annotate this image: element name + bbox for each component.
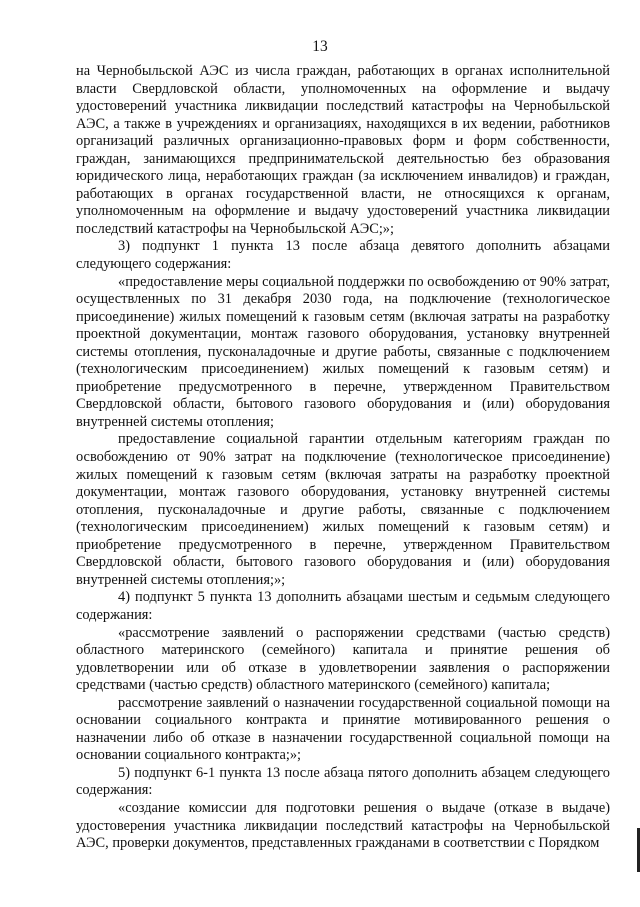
paragraph-9: «создание комиссии для подготовки решения о выдаче (отказе в выдаче) удостоверения участника ликвидации последствий катастрофы на Чернобыльской АЭС, проверки документов, представленных гражданами в соответствии с Порядком bbox=[76, 799, 610, 852]
paragraph-3: «предоставление меры социальной поддержки по освобождению от 90% затрат, осуществленных по 31 декабря 2030 года, на подключение (технологическое присоединение) жилых помещений к газовым сетям (включая затраты на разработку проектной документации, монтаж газового оборудования, установку внутренней системы отопления, пусконаладочные и другие работы, связанные с подключением (технологическим присоединением) жилых помещений к газовым сетям) и приобретение предусмотренного в перечне, утвержденном Правительством Свердловской области, бытового газового оборудования и (или) оборудования внутренней системы отопления; bbox=[76, 273, 610, 430]
page-number: 13 bbox=[312, 38, 328, 55]
document-body bbox=[76, 63, 610, 853]
paragraph-1: на Чернобыльской АЭС из числа граждан, работающих в органах исполнительной власти Свердловской области, уполномоченных на оформление и выдачу удостоверений участника ликвидации последствий катастрофы на Чернобыльской АЭС, а также в учреждениях и организациях, находящихся в их ведении, работников организаций различных организационно-правовых форм и форм собственности, граждан, занимающихся предпринимательской деятельностью без образования юридического лица, неработающих граждан (за исключением инвалидов) и граждан, работающих в органах государственной власти, не относящихся к органам, уполномоченным на оформление и выдачу удостоверений участника ликвидации последствий катастрофы на Чернобыльской АЭС;»; bbox=[76, 63, 610, 237]
paragraph-8: 5) подпункт 6-1 пункта 13 после абзаца пятого дополнить абзацем следующего содержания: bbox=[76, 764, 610, 799]
paragraph-6: «рассмотрение заявлений о распоряжении средствами (частью средств) областного материнского (семейного) капитала и принятие решения об удовлетворении или об отказе в удовлетворении заявления о распоряжении средствами (частью средств) областного материнского (семейного) капитала; bbox=[76, 624, 610, 694]
paragraph-7: рассмотрение заявлений о назначении государственной социальной помощи на основании социального контракта и принятие мотивированного решения о назначении либо об отказе в назначении государственной социальной помощи на основании социального контракта;»; bbox=[76, 694, 610, 764]
paragraph-5: 4) подпункт 5 пункта 13 дополнить абзацами шестым и седьмым следующего содержания: bbox=[76, 589, 610, 623]
paragraph-2: 3) подпункт 1 пункта 13 после абзаца девятого дополнить абзацами следующего содержания: bbox=[76, 238, 610, 273]
paragraph-4: предоставление социальной гарантии отдельным категориям граждан по освобождению от 90% затрат на подключение (технологическое присоединение) жилых помещений к газовым сетям (включая затраты на разработку проектной документации, монтаж газового оборудования, установку внутренней системы отопления, пусконаладочные и другие работы, связанные с подключением (технологическим присоединением) жилых помещений к газовым сетям) и приобретение предусмотренного в перечне, утвержденном Правительством Свердловской области, бытового газового оборудования и (или) оборудования внутренней системы отопления;»; bbox=[76, 431, 610, 588]
